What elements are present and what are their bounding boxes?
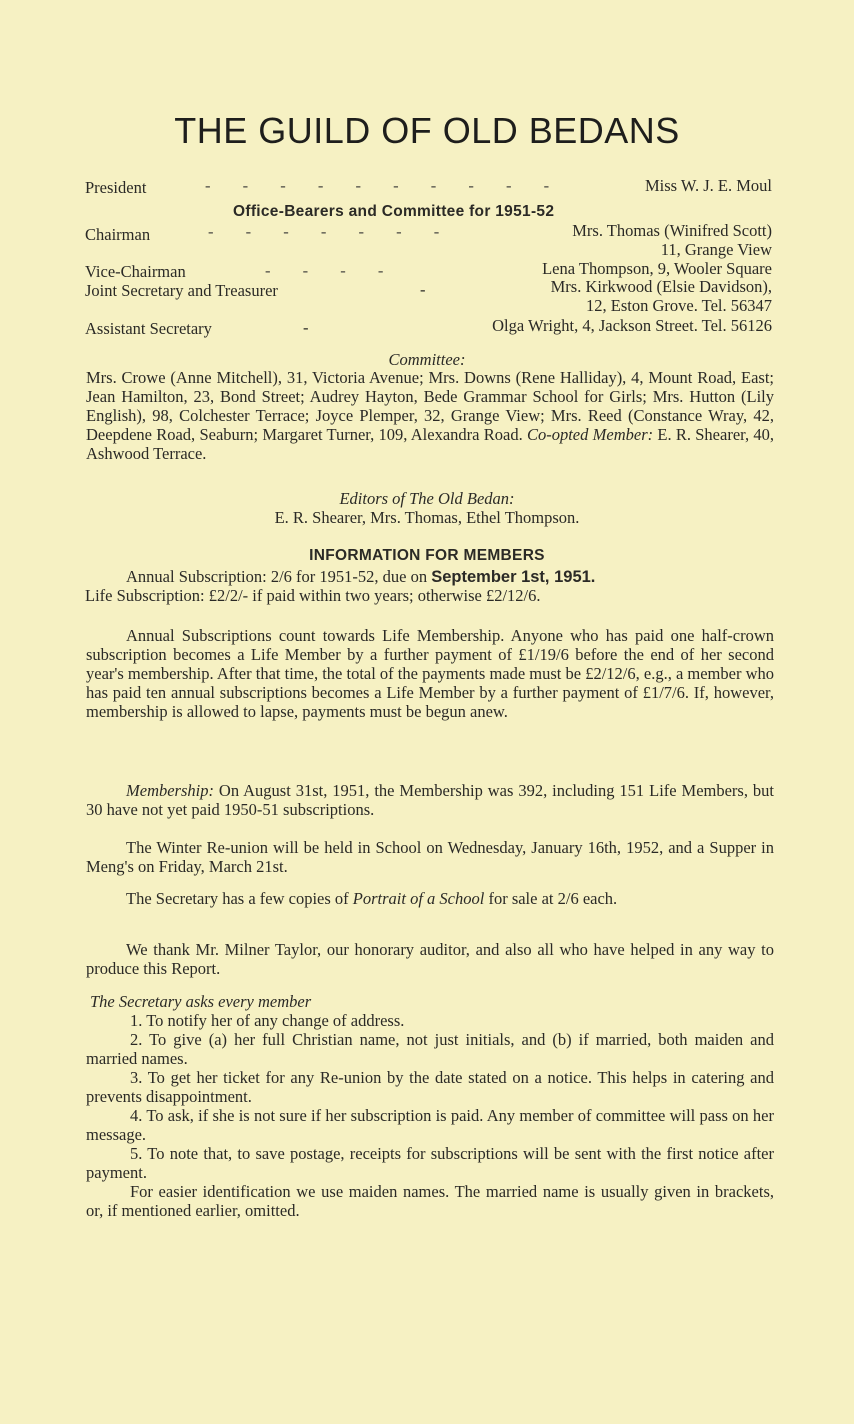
list-item-text: 5. To note that, to save postage, receipts for subscriptions will be sent with the first notice after payment. <box>86 1144 774 1182</box>
chairman-address: 11, Grange View <box>660 240 772 259</box>
vice-chairman-dashes: - - - - <box>265 261 398 280</box>
list-item-text: 3. To get her ticket for any Re-union by the date stated on a notice. This helps in catering and prevents disappointment. <box>86 1068 774 1106</box>
membership-paragraph <box>86 781 774 819</box>
list-item <box>86 1069 774 1106</box>
annual-subscription-text: Annual Subscription: 2/6 for 1951-52, due on <box>126 567 428 586</box>
chairman-label: Chairman <box>85 225 151 244</box>
membership-label: Membership: <box>126 781 214 800</box>
editors-names: E. R. Shearer, Mrs. Thomas, Ethel Thompson. <box>274 508 580 527</box>
life-membership-text: Annual Subscriptions count towards Life Membership. Anyone who has paid one half-crown subscription becomes a Life Member by a further payment of £1/19/6 before the end of her second year's membership. After that time, the total of the payments made must be £2/12/6, e.g., a member who has paid ten annual subscriptions becomes a Life Member by a further payment of £1/7/6. If, however, membership is allowed to lapse, payments must be begun anew. <box>86 626 775 721</box>
office-bearers-heading: Office-Bearers and Committee for 1951-52 <box>233 203 555 220</box>
closing-note-text: For easier identification we use maiden names. The married name is usually given in brackets, or, if mentioned earlier, omitted. <box>86 1182 774 1220</box>
portrait-paragraph <box>86 889 774 908</box>
membership-text: On August 31st, 1951, the Membership was 392, including 151 Life Members, but 30 have not yet paid 1950-51 subscriptions. <box>86 781 774 819</box>
joint-secretary-label: Joint Secretary and Treasurer <box>85 281 278 300</box>
vice-chairman-label: Vice-Chairman <box>85 262 186 281</box>
list-item <box>86 1145 774 1182</box>
annual-subscription <box>126 567 595 587</box>
assistant-secretary-label: Assistant Secretary <box>85 319 212 338</box>
life-subscription: Life Subscription: £2/2/- if paid within two years; otherwise £2/12/6. <box>85 586 541 605</box>
committee-list <box>86 368 774 463</box>
thanks-paragraph <box>86 940 774 978</box>
page-title: THE GUILD OF OLD BEDANS <box>174 110 680 151</box>
president-name: Miss W. J. E. Moul <box>645 176 772 195</box>
portrait-title: Portrait of a School <box>352 889 485 908</box>
subscription-date: September 1st, 1951. <box>431 568 596 586</box>
committee-heading: Committee: <box>388 350 466 369</box>
list-item <box>86 1031 774 1068</box>
committee-text: Mrs. Crowe (Anne Mitchell), 31, Victoria Avenue; Mrs. Downs (Rene Halliday), 4, Mount Road, East; Jean Hamilton, 23, Bond Street; Audrey Hayton, Bede Grammar School for Girls; Mrs. Hutton (Lily English), 98, Colchester Terrace; Joyce Plemper, 32, Grange View; Mrs. Reed (Constance Wray, 42, Deepdene Road, Seaburn; Margaret Turner, 109, Alexandra Road. <box>86 368 774 444</box>
joint-secretary-dash: - <box>420 280 426 299</box>
closing-note <box>86 1183 774 1220</box>
chairman-dashes: - - - - - - - <box>208 222 454 241</box>
list-item <box>86 1107 774 1144</box>
assistant-secretary-value: Olga Wright, 4, Jackson Street. Tel. 56126 <box>492 316 772 335</box>
assistant-secretary-dash: - <box>303 318 309 337</box>
editors-heading: Editors of The Old Bedan: <box>339 489 515 508</box>
secretary-asks-heading: The Secretary asks every member <box>90 992 312 1011</box>
list-item-text: 2. To give (a) her full Christian name, not just initials, and (b) if married, both maiden and married names. <box>86 1030 774 1068</box>
portrait-prefix: The Secretary has a few copies of <box>126 889 349 908</box>
president-dashes: - - - - - - - - - - <box>205 176 564 195</box>
portrait-suffix: for sale at 2/6 each. <box>488 889 618 908</box>
reunion-text: The Winter Re-union will be held in School on Wednesday, January 16th, 1952, and a Supper in Meng's on Friday, March 21st. <box>86 838 774 876</box>
coopted-label: Co-opted Member: <box>526 425 654 444</box>
list-item <box>86 1012 774 1031</box>
coopted-value: E. R. Shearer, 40, Ashwood Terrace. <box>86 425 774 463</box>
joint-secretary-address: 12, Eston Grove. Tel. 56347 <box>586 296 772 315</box>
life-membership-paragraph <box>86 626 774 721</box>
joint-secretary-name: Mrs. Kirkwood (Elsie Davidson), <box>550 277 772 296</box>
info-heading: INFORMATION FOR MEMBERS <box>309 547 545 564</box>
president-label: President <box>85 178 147 197</box>
vice-chairman-value: Lena Thompson, 9, Wooler Square <box>542 259 772 278</box>
thanks-text: We thank Mr. Milner Taylor, our honorary auditor, and also all who have helped in any way to produce this Report. <box>86 940 774 978</box>
chairman-name: Mrs. Thomas (Winifred Scott) <box>572 221 772 240</box>
reunion-paragraph <box>86 838 774 876</box>
list-item-text: 4. To ask, if she is not sure if her subscription is paid. Any member of committee will pass on her message. <box>86 1106 774 1144</box>
list-item-text: 1. To notify her of any change of address. <box>130 1011 405 1030</box>
